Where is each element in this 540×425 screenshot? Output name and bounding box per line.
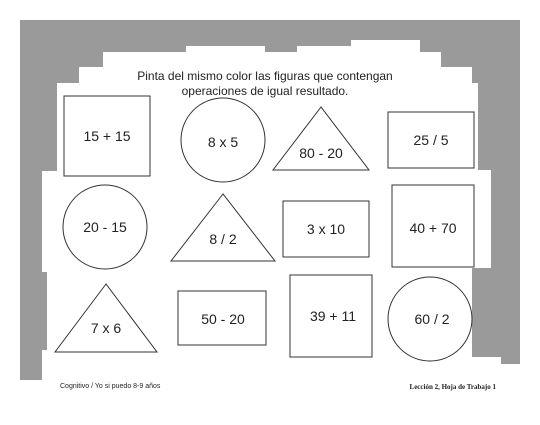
operation-label: 60 / 2 <box>414 311 450 327</box>
operation-label: 40 + 70 <box>409 220 457 236</box>
instruction-line-2: operaciones de igual resultado. <box>181 84 349 98</box>
footer-lesson-label: Lección 2, Hoja de Trabajo 1 <box>409 383 496 391</box>
operation-label: 15 + 15 <box>83 128 131 144</box>
operation-label: 39 + 11 <box>309 308 357 324</box>
operation-label: 8 / 2 <box>209 231 237 247</box>
operation-label: 80 - 20 <box>299 145 343 161</box>
operation-label: 7 x 6 <box>90 320 122 336</box>
operation-label: 20 - 15 <box>83 219 127 235</box>
operation-label: 8 x 5 <box>207 134 239 150</box>
footer-course-label: Cognitivo / Yo si puedo 8-9 años <box>60 383 161 390</box>
operation-label: 3 x 10 <box>306 221 346 237</box>
operation-label: 50 - 20 <box>201 311 245 327</box>
instructions <box>100 69 430 99</box>
instruction-line-1: Pinta del mismo color las figuras que contengan <box>137 69 393 83</box>
operation-label: 25 / 5 <box>413 132 449 148</box>
